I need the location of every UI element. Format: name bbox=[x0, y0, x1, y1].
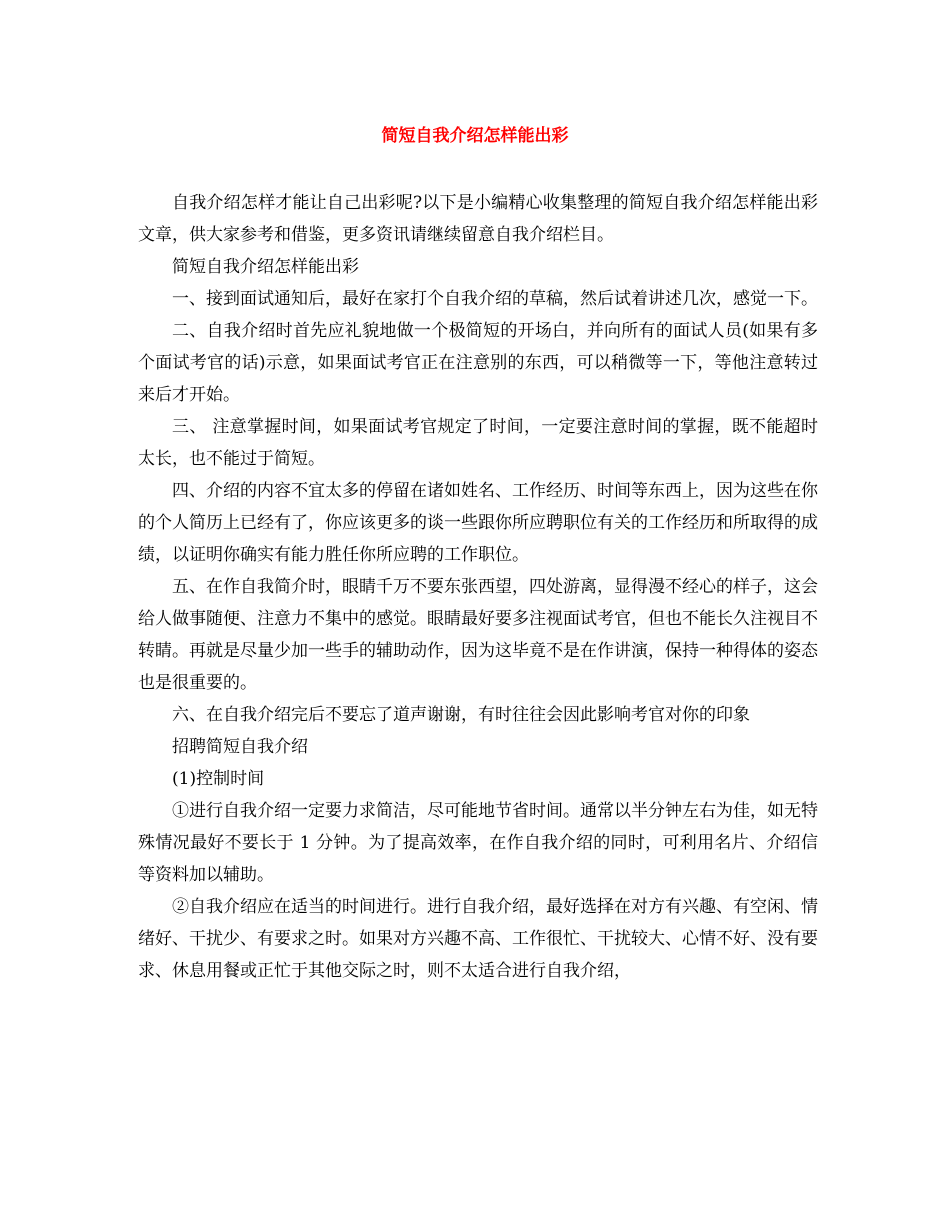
paragraph-point-6: 六、在自我介绍完后不要忘了道声谢谢，有时往往会因此影响考官对你的印象 bbox=[172, 705, 750, 725]
paragraph-point-1: 一、接到面试通知后，最好在家打个自我介绍的草稿，然后试着讲述几次，感觉一下。 bbox=[172, 289, 818, 309]
paragraph-section-heading: 招聘简短自我介绍 bbox=[172, 737, 308, 757]
paragraph-subheading: 简短自我介绍怎样能出彩 bbox=[172, 257, 359, 277]
paragraph-point-2: 二、自我介绍时首先应礼貌地做一个极简短的开场白，并向所有的面试人员(如果有多个面试考官的话)示意，如果面试考官正在注意别的东西，可以稍微等一下，等他注意转过来后才开始。 bbox=[138, 321, 818, 405]
paragraph-item-2: ②自我介绍应在适当的时间进行。进行自我介绍，最好选择在对方有兴趣、有空闲、情绪好、干扰少、有要求之时。如果对方兴趣不高、工作很忙、干扰较大、心情不好、没有要求、休息用餐或正忙于其他交际之时，则不太适合进行自我介绍， bbox=[138, 897, 818, 981]
paragraph-point-4: 四、介绍的内容不宜太多的停留在诸如姓名、工作经历、时间等东西上，因为这些在你的个人简历上已经有了，你应该更多的谈一些跟你所应聘职位有关的工作经历和所取得的成绩，以证明你确实有能力胜任你所应聘的工作职位。 bbox=[138, 481, 818, 565]
document-body bbox=[138, 187, 818, 987]
paragraph-point-5: 五、在作自我简介时，眼睛千万不要东张西望，四处游离，显得漫不经心的样子，这会给人做事随便、注意力不集中的感觉。眼睛最好要多注视面试考官，但也不能长久注视目不转睛。再就是尽量少加一些手的辅助动作，因为这毕竟不是在作讲演，保持一种得体的姿态也是很重要的。 bbox=[138, 577, 818, 693]
paragraph-item-1: ①进行自我介绍一定要力求简洁，尽可能地节省时间。通常以半分钟左右为佳，如无特殊情况最好不要长于 1 分钟。为了提高效率，在作自我介绍的同时，可利用名片、介绍信等资料加以辅助。 bbox=[138, 801, 818, 885]
paragraph-intro: 自我介绍怎样才能让自己出彩呢?以下是小编精心收集整理的简短自我介绍怎样能出彩文章，供大家参考和借鉴，更多资讯请继续留意自我介绍栏目。 bbox=[138, 193, 818, 245]
paragraph-point-3: 三、 注意掌握时间，如果面试考官规定了时间，一定要注意时间的掌握，既不能超时太长，也不能过于简短。 bbox=[138, 417, 818, 469]
page-title: 简短自我介绍怎样能出彩 bbox=[381, 126, 569, 146]
paragraph-subsection-heading: (1)控制时间 bbox=[172, 769, 265, 789]
